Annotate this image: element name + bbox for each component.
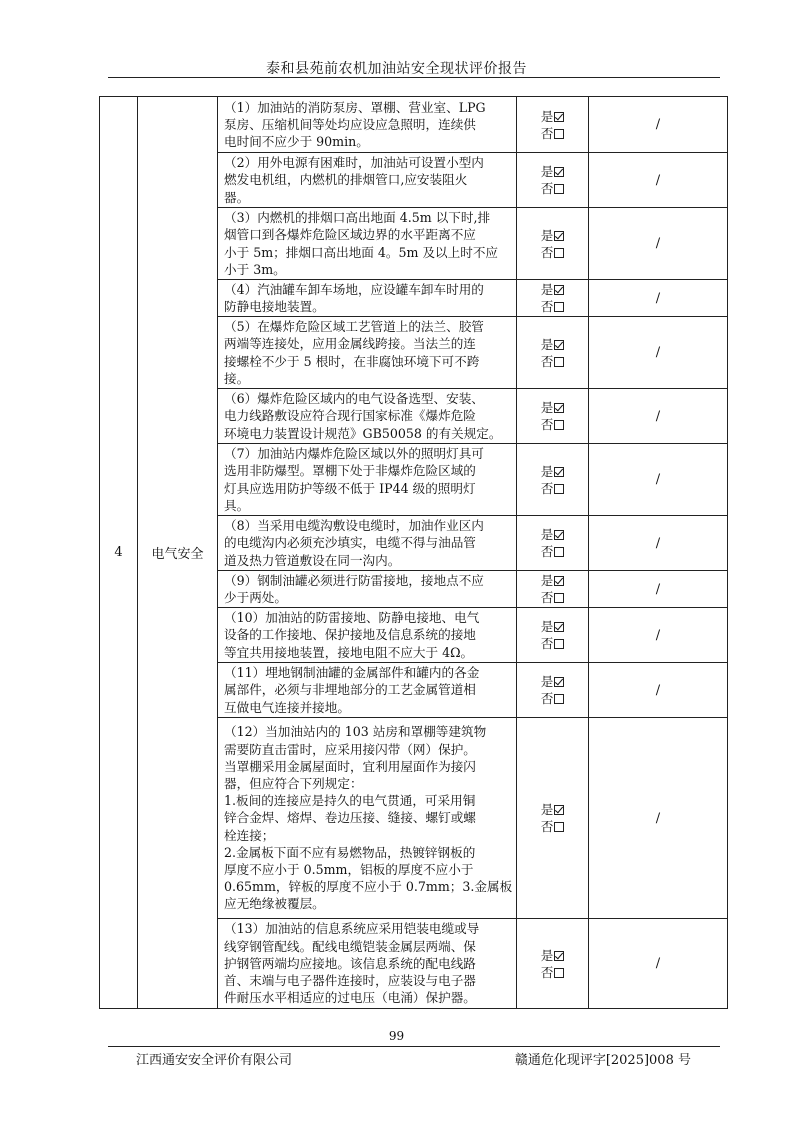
result-label-yes: 是 (540, 108, 554, 124)
unchecked-box-icon (554, 129, 564, 139)
result-cell (517, 280, 589, 317)
result-option-no (517, 298, 588, 315)
unchecked-box-icon (554, 639, 564, 649)
result-label-no: 否 (540, 244, 554, 260)
remark-cell: / (589, 208, 728, 280)
requirement-text: （10）加油站的防雷接地、防静电接地、电气 设备的工作接地、保护接地及信息系统的接地 等宜共用接地装置，接地电阻不应大于 4Ω。 (224, 610, 480, 660)
result-option-yes (517, 801, 588, 818)
result-label-no: 否 (540, 964, 554, 980)
result-option-yes (517, 673, 588, 690)
unchecked-box-icon (554, 184, 564, 194)
checked-box-icon (554, 622, 564, 632)
checked-box-icon (554, 340, 564, 350)
unchecked-box-icon (554, 593, 564, 603)
result-label-no: 否 (540, 417, 554, 432)
requirement-cell (218, 97, 517, 153)
remark-cell: / (589, 571, 728, 608)
unchecked-box-icon (554, 248, 564, 258)
result-label-yes: 是 (540, 282, 554, 297)
result-label-no: 否 (540, 181, 554, 196)
item-number: 4 (100, 97, 138, 1009)
result-option-no (517, 244, 588, 261)
requirement-text: （12）当加油站内的 103 站房和罩棚等建筑物 需要防直击雷时，应采用接闪带（网）保护。 当罩棚采用金属屋面时，宜利用屋面作为接闪 器，但应符合下列规定： 1.板间的连接应是持久的电气贯通，可采用铜 锌合金焊、熔焊、卷边压接、缝接、螺钉或螺 栓连接； 2.金属板下面不应有易燃物品，热镀锌钢板的 厚度不应小于 0.5mm，铝板的厚度不应小于 0.65mm，锌板的厚度不应小于 0.7mm；3.金属板 应无绝缘被覆层。 (224, 724, 513, 912)
result-option-no (517, 690, 588, 707)
result-cell (517, 516, 589, 571)
requirement-text: （3）内燃机的排烟口高出地面 4.5m 以下时,排 烟管口到各爆炸危险区域边界的水平距离不应 小于 5m；排烟口高出地面 4。5m 及以上时不应 小于 3m。 (224, 210, 499, 277)
result-cell (517, 571, 589, 608)
header-divider (108, 77, 720, 78)
result-option-no (517, 416, 588, 433)
result-option-no (517, 589, 588, 606)
requirement-cell (218, 571, 517, 608)
unchecked-box-icon (554, 694, 564, 704)
result-option-yes (517, 572, 588, 589)
checked-box-icon (554, 530, 564, 540)
remark-cell: / (589, 608, 728, 663)
remark-cell: / (589, 444, 728, 516)
document-number: 赣通危化现评字[2025]008 号 (514, 1053, 691, 1068)
result-option-yes (517, 947, 588, 964)
safety-checklist-table (99, 96, 728, 1009)
result-label-yes: 是 (540, 527, 554, 542)
result-label-yes: 是 (540, 336, 554, 352)
result-label-no: 否 (540, 544, 554, 559)
unchecked-box-icon (554, 420, 564, 430)
result-cell (517, 97, 589, 153)
unchecked-box-icon (554, 484, 564, 494)
checked-box-icon (554, 167, 564, 177)
result-option-yes (517, 399, 588, 416)
requirement-cell (218, 608, 517, 663)
result-option-yes (517, 526, 588, 543)
unchecked-box-icon (554, 822, 564, 832)
requirement-cell (218, 280, 517, 317)
requirement-text: （1）加油站的消防泵房、罩棚、营业室、LPG 泵房、压缩机间等处均应设应急照明，连续供 电时间不应少于 90min。 (224, 99, 486, 150)
result-cell (517, 444, 589, 516)
report-title: 泰和县苑前农机加油站安全现状评价报告 (266, 61, 527, 77)
unchecked-box-icon (554, 968, 564, 978)
check-category: 电气安全 (138, 97, 218, 1009)
requirement-cell (218, 516, 517, 571)
checked-box-icon (554, 231, 564, 241)
result-cell (517, 153, 589, 208)
unchecked-box-icon (554, 357, 564, 367)
requirement-cell (218, 389, 517, 444)
result-label-no: 否 (540, 636, 554, 651)
remark-cell: / (589, 97, 728, 153)
checked-box-icon (554, 677, 564, 687)
remark-cell: / (589, 919, 728, 1009)
remark-cell: / (589, 663, 728, 718)
result-label-yes: 是 (540, 400, 554, 415)
page-number: 99 (388, 1029, 405, 1043)
result-option-no (517, 125, 588, 142)
requirement-text: （5）在爆炸危险区域工艺管道上的法兰、胶管 两端等连接处，应用金属线跨接。当法兰的连 接螺栓不少于 5 根时，在非腐蚀环境下可不跨 接。 (224, 319, 484, 386)
result-option-no (517, 353, 588, 370)
result-option-no (517, 480, 588, 497)
result-label-yes: 是 (540, 227, 554, 243)
result-option-no (517, 543, 588, 560)
requirement-cell (218, 663, 517, 718)
result-cell (517, 608, 589, 663)
footer-divider (108, 1046, 720, 1047)
table-row (100, 97, 728, 153)
requirement-cell (218, 444, 517, 516)
requirement-cell (218, 718, 517, 919)
company-name: 江西通安安全评价有限公司 (136, 1053, 293, 1068)
result-label-no: 否 (540, 299, 554, 314)
result-option-yes (517, 336, 588, 353)
checked-box-icon (554, 403, 564, 413)
result-option-yes (517, 463, 588, 480)
requirement-text: （9）钢制油罐必须进行防雷接地，接地点不应 少于两处。 (224, 572, 484, 605)
result-label-yes: 是 (540, 802, 554, 817)
checked-box-icon (554, 805, 564, 815)
result-option-no (517, 964, 588, 981)
result-label-no: 否 (540, 125, 554, 141)
remark-cell: / (589, 153, 728, 208)
result-cell (517, 718, 589, 919)
checked-box-icon (554, 951, 564, 961)
result-option-no (517, 180, 588, 197)
remark-cell: / (589, 317, 728, 389)
unchecked-box-icon (554, 547, 564, 557)
requirement-cell (218, 317, 517, 389)
checked-box-icon (554, 112, 564, 122)
remark-cell: / (589, 516, 728, 571)
requirement-cell (218, 208, 517, 280)
checked-box-icon (554, 467, 564, 477)
requirement-text: （4）汽油罐车卸车场地，应设罐车卸车时用的 防静电接地装置。 (224, 281, 484, 314)
result-label-no: 否 (540, 691, 554, 706)
requirement-text: （8）当采用电缆沟敷设电缆时，加油作业区内 的电缆沟内必须充沙填实，电缆不得与油品管 道及热力管道敷设在同一沟内。 (224, 518, 484, 568)
unchecked-box-icon (554, 302, 564, 312)
remark-cell: / (589, 389, 728, 444)
result-cell (517, 919, 589, 1009)
result-label-yes: 是 (540, 674, 554, 689)
result-cell (517, 317, 589, 389)
result-option-yes (517, 618, 588, 635)
remark-cell: / (589, 280, 728, 317)
result-cell (517, 389, 589, 444)
result-option-yes (517, 227, 588, 244)
result-label-yes: 是 (540, 619, 554, 634)
result-cell (517, 663, 589, 718)
remark-cell: / (589, 718, 728, 919)
result-option-no (517, 818, 588, 835)
result-cell (517, 208, 589, 280)
result-label-yes: 是 (540, 164, 554, 179)
requirement-cell (218, 153, 517, 208)
result-label-no: 否 (540, 819, 554, 834)
checked-box-icon (554, 576, 564, 586)
requirement-text: （2）用外电源有困难时，加油站可设置小型内 燃发电机组，内燃机的排烟管口,应安装阻火 器。 (224, 155, 484, 205)
requirement-cell (218, 919, 517, 1009)
requirement-text: （13）加油站的信息系统应采用铠装电缆或导 线穿钢管配线。配线电缆铠装金属层两端、保 护钢管两端均应接地。该信息系统的配电线路 首、末端与电子器件连接时，应装设与电子器 件耐压水平相适应的过电压（电涌）保护器。 (224, 921, 480, 1006)
result-label-yes: 是 (540, 573, 554, 588)
result-label-yes: 是 (540, 463, 554, 479)
requirement-text: （7）加油站内爆炸危险区域以外的照明灯具可 选用非防爆型。罩棚下处于非爆炸危险区域的 灯具应选用防护等级不低于 IP44 级的照明灯 具。 (224, 446, 484, 513)
checked-box-icon (554, 285, 564, 295)
result-label-no: 否 (540, 480, 554, 496)
requirement-text: （11）埋地钢制油罐的金属部件和罐内的各金 属部件，必须与非埋地部分的工艺金属管道相 互做电气连接并接地。 (224, 665, 480, 715)
result-label-no: 否 (540, 590, 554, 605)
result-option-no (517, 635, 588, 652)
result-label-yes: 是 (540, 947, 554, 963)
result-option-yes (517, 163, 588, 180)
result-option-yes (517, 108, 588, 125)
result-label-no: 否 (540, 353, 554, 369)
requirement-text: （6）爆炸危险区域内的电气设备选型、安装、 电力线路敷设应符合现行国家标准《爆炸危险 环境电力装置设计规范》GB50058 的有关规定。 (224, 391, 502, 441)
result-option-yes (517, 281, 588, 298)
